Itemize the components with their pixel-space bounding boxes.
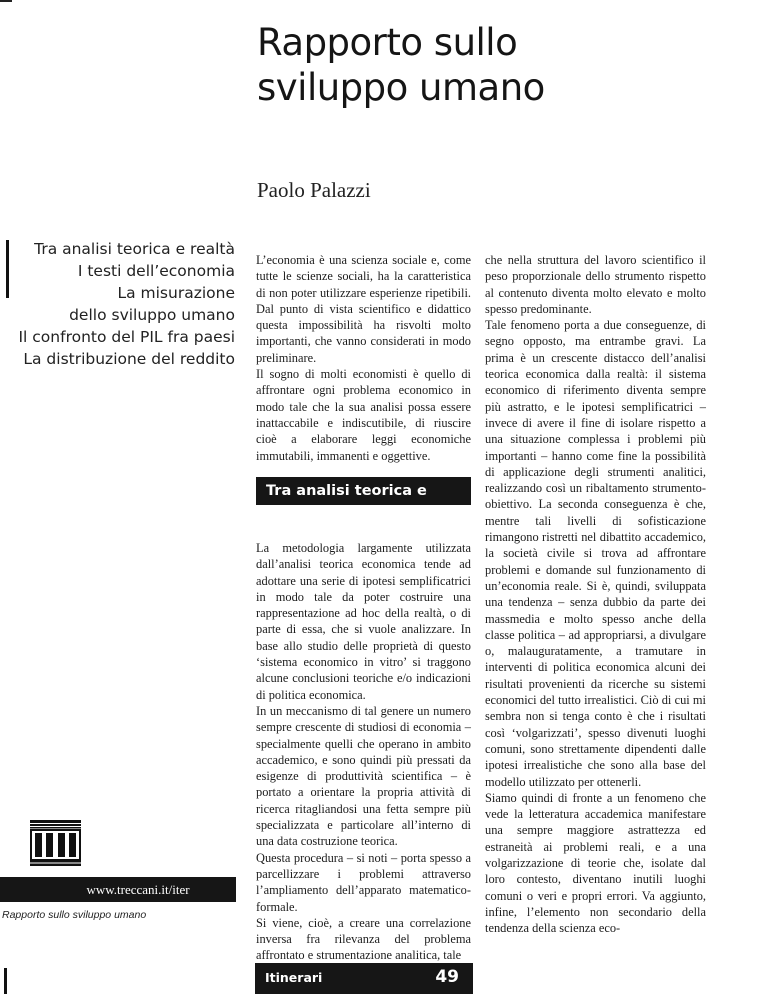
- body-paragraph: Tale fenomeno porta a due conseguenze, di segno opposto, ma entrambe gravi. La prima è un crescente distacco dell’analisi teorica economica dalla realtà: il sistema economico di riferimento diventa sempre più astratto, e le ipotesi semplificatrici – invece di avere il fine di isolare rispetto a una situazione complessa i problemi più importanti – hanno come fine la possibilità di applicazione degli strumenti analitici, realizzando così un ribaltamento strumento-obiettivo. La seconda conseguenza è che, mentre tali livelli di sofisticazione rimangono ristretti nel dibattito accademico, la società civile si trova ad affrontare problemi e domande sul funzionamento di un’economia reale. Si è, quindi, sviluppata una tendenza – senza dubbio da parte dei massmedia e molto spesso anche della classe politica – ad appropriarsi, a divulgare o, malauguratamente, a tramutare in interventi di politica economica alcuni dei risultati provenienti da ricerche su sistemi economici del tutto irrealistici. Ciò di cui mi sembra non si tenga conto è che i risultati così ‘volgarizzati’, spesso divenuti luoghi comuni, sono strettamente dipendenti dalle ipotesi irrealistiche che sono alla base del modello utilizzato per ottenerli.: [485, 318, 706, 789]
- toc-item[interactable]: Il confronto del PIL fra paesi: [18, 328, 235, 346]
- toc-item[interactable]: La misurazione: [117, 284, 235, 302]
- author-name: Paolo Palazzi: [257, 178, 371, 202]
- toc-item[interactable]: La distribuzione del reddito: [23, 350, 235, 368]
- body-paragraph: che nella struttura del lavoro scientifico il peso proporzionale dello strumento rispetto al contenuto diventa molto elevato e molto spesso predominante.: [485, 253, 706, 316]
- intro-paragraph: Il sogno di molti economisti è quello di affrontare ogni problema economico in modo tale che la sua analisi possa essere inattaccabile e indiscutibile, di riuscire cioè a elaborare leggi economiche immutabili, immanenti e oggettive.: [256, 367, 471, 463]
- body-paragraph: Si viene, cioè, a creare una correlazione inversa fra rilevanza del problema affrontato e strumentazione analitica, tale: [256, 915, 471, 963]
- toc-item[interactable]: dello sviluppo umano: [69, 306, 235, 324]
- page-number: 49: [435, 967, 459, 987]
- page-footer: [255, 963, 473, 994]
- body-paragraph: La metodologia largamente utilizzata dall’analisi teorica economica tende ad adottare una serie di ipotesi semplificatrici in modo tale da poter costruire una rappresentazione ad hoc della realtà, o di parte di essa, che si vuole analizzare. In base allo studio delle proprietà di questo ‘sistema economico in vitro’ si traggono alcune conclusioni teoriche e/o indicazioni di politica economica.: [256, 541, 471, 702]
- right-column: [485, 252, 706, 936]
- section-body: [256, 540, 471, 964]
- section-heading: Tra analisi teorica e realtà: [256, 477, 471, 505]
- toc-item[interactable]: Tra analisi teorica e realtà: [34, 240, 235, 258]
- crop-mark: [0, 0, 12, 2]
- body-paragraph: Siamo quindi di fronte a un fenomeno che vede la letteratura accademica manifestare una sempre maggiore astrattezza ed estraneità ai problemi reali, e a una volgarizzazione di teorie che, isolate dal loro contesto, diventano inutili luoghi comuni o veri e propri errori. Va aggiunto, infine, l’elemento non secondario della tendenza della scienza eco-: [485, 790, 706, 936]
- scan-edge-mark-bottom: [4, 968, 7, 994]
- treccani-logo-icon: [30, 820, 81, 866]
- intro-paragraph: L’economia è una scienza sociale e, come tutte le scienze sociali, ha la caratteristica di non poter utilizzare esperienze ripetibili. Dal punto di vista scientifico e didattico questa impossibilità ha risvolti molto importanti, che vanno considerati in modo preliminare.: [256, 253, 471, 365]
- sidebar-caption: Rapporto sullo sviluppo umano: [2, 909, 147, 921]
- footer-section-label: Itinerari: [265, 970, 323, 985]
- url-link[interactable]: www.treccani.it/iter: [0, 877, 236, 902]
- page-title: [257, 20, 737, 110]
- table-of-contents: [0, 238, 235, 370]
- body-paragraph: In un meccanismo di tal genere un numero sempre crescente di studiosi di economia – specialmente quelli che operano in ambito accademico, e sono quindi più pressati da esigenze di produttività scientifica – è portato a orientare la propria attività di ricerca ritagliandosi una fetta sempre più specializzata e particolare all’interno di una data costruzione teorica.: [256, 703, 471, 849]
- toc-item[interactable]: I testi dell’economia: [77, 262, 235, 280]
- intro-text: [256, 252, 471, 464]
- title-line-2: sviluppo umano: [257, 66, 545, 109]
- title-line-1: Rapporto sullo: [257, 21, 518, 64]
- body-paragraph: Questa procedura – si noti – porta spesso a parcellizzare i problemi attraverso l’ampliamento dell’apparato matematico-formale.: [256, 850, 471, 914]
